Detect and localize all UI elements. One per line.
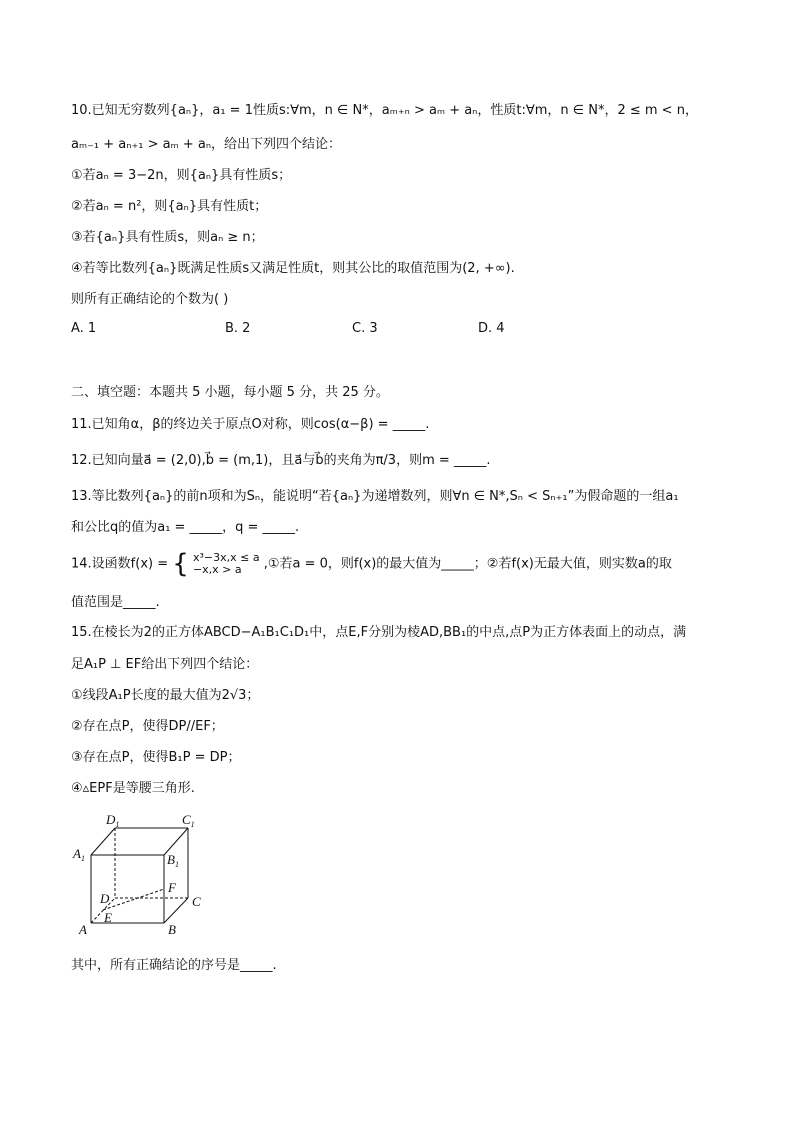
label-d1 xyxy=(105,812,119,829)
label-d1-letter: D xyxy=(106,812,116,827)
q10-line1: 10.已知无穷数列{aₙ}，a₁ = 1性质s:∀m，n ∈ N*，aₘ₊ₙ > aₘ + aₙ，性质t:∀m，n ∈ N*，2 ≤ m < n， xyxy=(71,103,698,118)
q10-statement-1: ①若aₙ = 3−2n，则{aₙ}具有性质s； xyxy=(71,168,292,183)
choice-c: C. 3 xyxy=(352,321,378,336)
label-c: C xyxy=(192,894,201,909)
q15-statement-3: ③存在点P，使得B₁P = DP； xyxy=(71,750,241,765)
label-d1-sub: 1 xyxy=(115,820,120,829)
q10-statement-4: ④若等比数列{aₙ}既满足性质s又满足性质t，则其公比的取值范围为(2, +∞). xyxy=(71,261,515,276)
label-b: B xyxy=(168,922,176,937)
label-b1-sub: 1 xyxy=(174,860,179,869)
label-a: A xyxy=(79,922,87,937)
q14-cases xyxy=(193,552,260,576)
edge-bc xyxy=(164,898,188,923)
label-a1-sub: 1 xyxy=(80,854,85,863)
q14-case2: −x,x > a xyxy=(192,563,242,576)
segment-ef xyxy=(103,889,164,910)
q14-suffix: ,①若a = 0，则f(x)的最大值为_____；②若f(x)无最大值，则实数a的取 xyxy=(263,556,672,572)
q10-line2: aₘ₋₁ + aₙ₊₁ > aₘ + aₙ，给出下列四个结论： xyxy=(71,137,342,152)
edge-a1d1 xyxy=(91,828,115,855)
q14-prefix: 14.设函数f(x) = xyxy=(71,556,169,572)
label-c1 xyxy=(182,812,195,829)
q14-case1: x³−3x,x ≤ a xyxy=(192,551,260,564)
q10-prompt: 则所有正确结论的个数为( ) xyxy=(71,292,229,307)
choice-b: B. 2 xyxy=(225,321,251,336)
label-c1-letter: C xyxy=(182,812,191,827)
label-a1-letter: A xyxy=(73,846,81,861)
q13-line1: 13.等比数列{aₙ}的前n项和为Sₙ，能说明“若{aₙ}为递增数列，则∀n ∈ N*,Sₙ < Sₙ₊₁”为假命题的一组a₁ xyxy=(71,489,679,504)
q10-statement-3: ③若{aₙ}具有性质s，则aₙ ≥ n； xyxy=(71,230,264,245)
cube-figure xyxy=(70,810,220,945)
q11: 11.已知角α，β的终边关于原点O对称，则cos(α−β) = _____. xyxy=(71,417,430,432)
section-header: 二、填空题：本题共 5 小题，每小题 5 分，共 25 分。 xyxy=(71,385,389,400)
edge-b1c1 xyxy=(164,828,188,855)
q10-statement-2: ②若aₙ = n²，则{aₙ}具有性质t； xyxy=(71,199,268,214)
choice-a: A. 1 xyxy=(71,321,97,336)
label-d: D xyxy=(100,891,110,906)
label-f: F xyxy=(168,880,176,895)
label-b1-letter: B xyxy=(167,852,175,867)
label-e: E xyxy=(104,910,112,925)
q15-final: 其中，所有正确结论的序号是_____. xyxy=(71,958,277,973)
label-c1-sub: 1 xyxy=(190,820,195,829)
choice-d: D. 4 xyxy=(478,321,505,336)
q14-line1 xyxy=(71,549,672,579)
q15-statement-1: ①线段A₁P长度的最大值为2√3； xyxy=(71,688,260,703)
q14-line2: 值范围是_____. xyxy=(71,595,160,610)
q12: 12.已知向量a⃗ = (2,0),b⃗ = (m,1)，且a⃗与b⃗的夹角为π/3，则m = _____. xyxy=(71,453,491,468)
label-b1 xyxy=(167,852,179,869)
q15-line1: 15.在棱长为2的正方体ABCD−A₁B₁C₁D₁中，点E,F分别为棱AD,BB₁的中点,点P为正方体表面上的动点，满 xyxy=(71,625,687,640)
q13-line2: 和公比q的值为a₁ = _____，q = _____. xyxy=(71,520,300,535)
q15-statement-2: ②存在点P，使得DP//EF； xyxy=(71,719,224,734)
q14-brace: { xyxy=(172,549,189,579)
q15-statement-4: ④▵EPF是等腰三角形. xyxy=(71,781,195,796)
q15-line2: 足A₁P ⊥ EF给出下列四个结论： xyxy=(71,657,259,672)
label-a1 xyxy=(72,846,85,863)
